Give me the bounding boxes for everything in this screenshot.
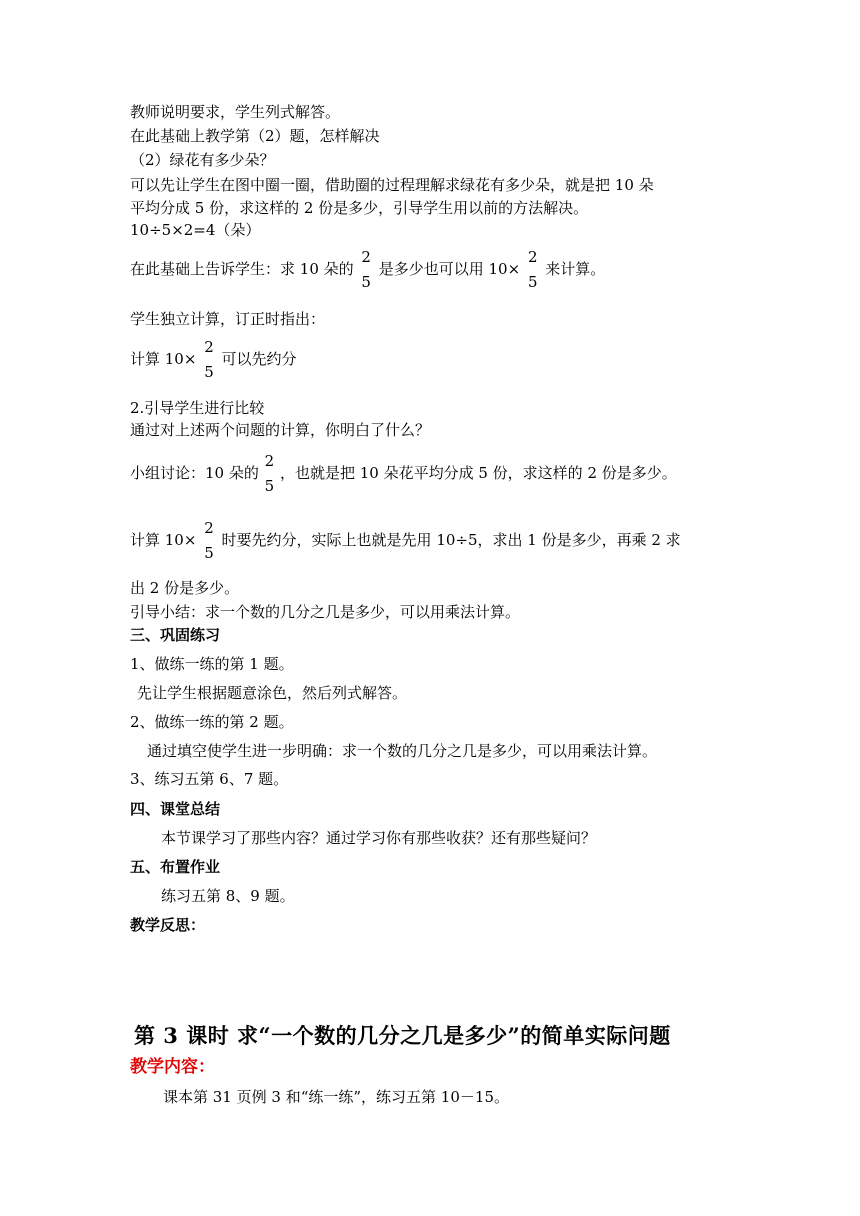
teaching-content-text: 课本第 31 页例 3 和“练一练”，练习五第 10－15。 bbox=[163, 1088, 509, 1106]
text-line: 2.引导学生进行比较 bbox=[130, 399, 265, 417]
text-line: 10÷5×2=4（朵） bbox=[130, 221, 261, 239]
fraction-numerator: 2 bbox=[361, 248, 371, 266]
text-line-with-fraction bbox=[130, 339, 297, 381]
section-heading: 四、课堂总结 bbox=[130, 800, 221, 818]
teaching-content-heading: 教学内容： bbox=[130, 1057, 215, 1077]
text-line: 引导小结：求一个数的几分之几是多少，可以用乘法计算。 bbox=[130, 603, 521, 621]
text-segment: 小组讨论：10 朵的 bbox=[130, 464, 259, 482]
fraction-numerator: 2 bbox=[527, 248, 538, 266]
fraction-numerator: 2 bbox=[204, 338, 214, 356]
text-segment: 时要先约分，实际上也就是先用 10÷5，求出 1 份是多少，再乘 2 求 bbox=[221, 531, 681, 549]
fraction-two-fifths bbox=[361, 249, 371, 291]
text-segment: 是多少也可以用 10× bbox=[378, 260, 521, 278]
text-segment: 计算 10× bbox=[130, 531, 197, 549]
fraction-two-fifths bbox=[204, 339, 214, 381]
text-line: 1、做练一练的第 1 题。 bbox=[130, 655, 294, 673]
text-line: 通过对上述两个问题的计算，你明白了什么？ bbox=[130, 421, 431, 439]
text-segment: 计算 10× bbox=[130, 350, 197, 368]
fraction-denominator: 5 bbox=[204, 363, 214, 381]
text-segment: 可以先约分 bbox=[221, 350, 297, 368]
text-line: 先让学生根据题意涂色，然后列式解答。 bbox=[137, 684, 408, 702]
fraction-two-fifths bbox=[265, 453, 275, 495]
fraction-denominator: 5 bbox=[361, 273, 371, 291]
text-line: 在此基础上教学第（2）题，怎样解决 bbox=[130, 127, 380, 145]
text-line-with-fraction bbox=[130, 453, 677, 495]
text-line: 可以先让学生在图中圈一圈，借助圈的过程理解求绿花有多少朵，就是把 10 朵 bbox=[130, 176, 654, 194]
lesson-title: 第 3 课时 求“一个数的几分之几是多少”的简单实际问题 bbox=[134, 1023, 671, 1048]
text-line-with-fraction bbox=[130, 520, 681, 562]
fraction-denominator: 5 bbox=[264, 477, 275, 495]
text-line: 3、练习五第 6、7 题。 bbox=[130, 770, 289, 788]
text-line: 教师说明要求，学生列式解答。 bbox=[130, 103, 341, 121]
fraction-denominator: 5 bbox=[204, 544, 214, 562]
text-segment: 在此基础上告诉学生：求 10 朵的 bbox=[130, 260, 354, 278]
text-line: 通过填空使学生进一步明确：求一个数的几分之几是多少，可以用乘法计算。 bbox=[147, 742, 658, 760]
text-segment: 来计算。 bbox=[545, 260, 606, 278]
fraction-numerator: 2 bbox=[264, 452, 275, 470]
text-line: （2）绿花有多少朵？ bbox=[130, 151, 275, 169]
section-heading: 三、巩固练习 bbox=[130, 626, 221, 644]
text-line-with-fractions bbox=[130, 249, 605, 291]
text-line: 平均分成 5 份，求这样的 2 份是多少，引导学生用以前的方法解决。 bbox=[130, 199, 589, 217]
text-line: 学生独立计算，订正时指出： bbox=[130, 310, 326, 328]
fraction-numerator: 2 bbox=[204, 519, 214, 537]
fraction-two-fifths bbox=[528, 249, 538, 291]
text-line: 出 2 份是多少。 bbox=[130, 579, 240, 597]
fraction-denominator: 5 bbox=[527, 273, 538, 291]
section-heading: 教学反思： bbox=[130, 916, 206, 934]
text-line: 练习五第 8、9 题。 bbox=[161, 887, 295, 905]
text-segment: ，也就是把 10 朵花平均分成 5 份，求这样的 2 份是多少。 bbox=[279, 464, 677, 482]
text-line: 本节课学习了那些内容？通过学习你有那些收获？还有那些疑问？ bbox=[161, 829, 597, 847]
fraction-two-fifths bbox=[204, 520, 214, 562]
text-line: 2、做练一练的第 2 题。 bbox=[130, 713, 294, 731]
section-heading: 五、布置作业 bbox=[130, 858, 221, 876]
